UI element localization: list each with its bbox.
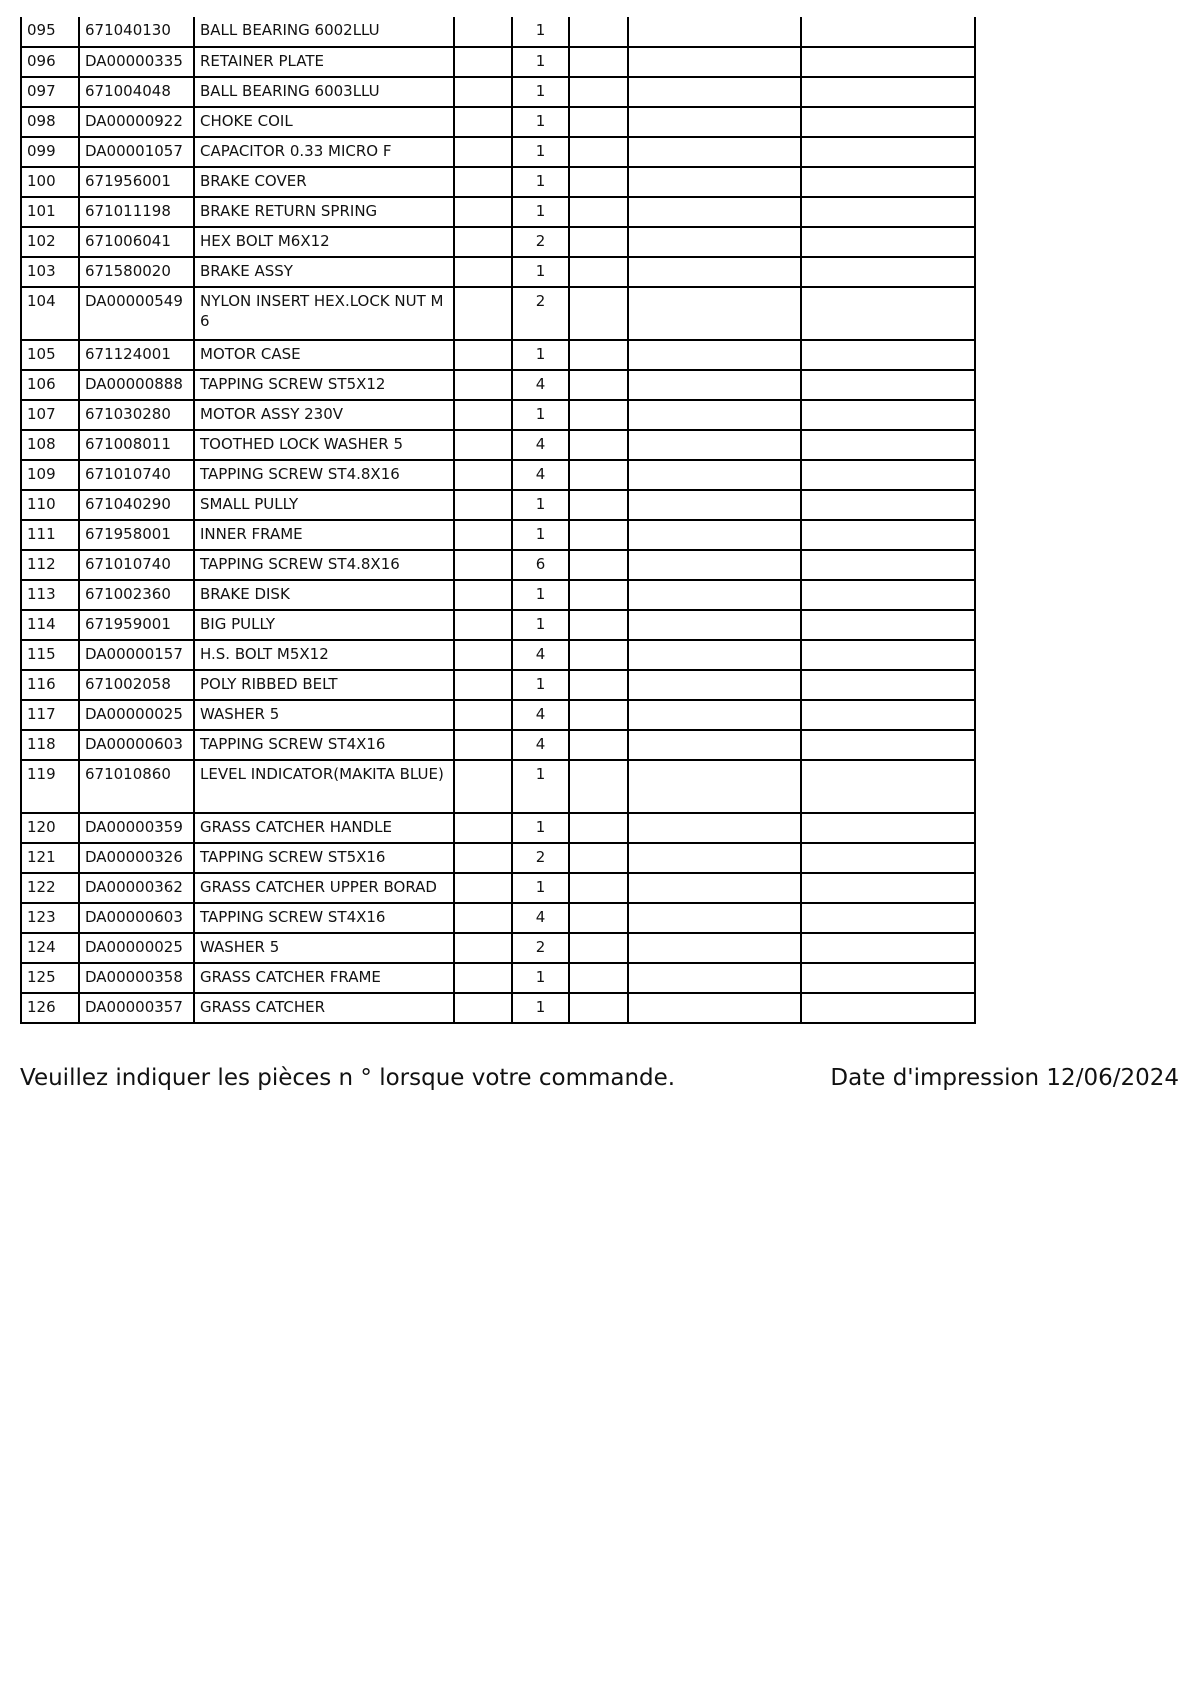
item-number-cell: 121 bbox=[21, 843, 79, 873]
empty-cell bbox=[628, 963, 801, 993]
empty-cell bbox=[569, 400, 628, 430]
empty-cell bbox=[628, 287, 801, 340]
table-row bbox=[21, 993, 975, 1023]
empty-cell bbox=[569, 700, 628, 730]
part-number-cell: DA00001057 bbox=[79, 137, 194, 167]
empty-cell bbox=[801, 400, 975, 430]
description-cell: LEVEL INDICATOR(MAKITA BLUE) bbox=[194, 760, 454, 813]
description-cell: HEX BOLT M6X12 bbox=[194, 227, 454, 257]
part-number-cell: DA00000549 bbox=[79, 287, 194, 340]
empty-cell bbox=[454, 730, 512, 760]
description-cell: GRASS CATCHER FRAME bbox=[194, 963, 454, 993]
empty-cell bbox=[801, 963, 975, 993]
table-row bbox=[21, 17, 975, 47]
description-cell: TAPPING SCREW ST4.8X16 bbox=[194, 550, 454, 580]
empty-cell bbox=[569, 107, 628, 137]
empty-cell bbox=[801, 520, 975, 550]
table-row bbox=[21, 730, 975, 760]
empty-cell bbox=[569, 670, 628, 700]
empty-cell bbox=[628, 227, 801, 257]
table-row bbox=[21, 287, 975, 340]
description-cell: BRAKE COVER bbox=[194, 167, 454, 197]
description-cell: GRASS CATCHER bbox=[194, 993, 454, 1023]
table-row bbox=[21, 137, 975, 167]
empty-cell bbox=[628, 197, 801, 227]
empty-cell bbox=[569, 843, 628, 873]
empty-cell bbox=[569, 490, 628, 520]
empty-cell bbox=[628, 47, 801, 77]
part-number-cell: 671008011 bbox=[79, 430, 194, 460]
quantity-cell: 1 bbox=[512, 47, 569, 77]
empty-cell bbox=[454, 760, 512, 813]
part-number-cell: 671004048 bbox=[79, 77, 194, 107]
empty-cell bbox=[569, 287, 628, 340]
item-number-cell: 125 bbox=[21, 963, 79, 993]
description-cell: GRASS CATCHER HANDLE bbox=[194, 813, 454, 843]
part-number-cell: 671011198 bbox=[79, 197, 194, 227]
part-number-cell: 671002360 bbox=[79, 580, 194, 610]
empty-cell bbox=[454, 77, 512, 107]
description-cell: BRAKE DISK bbox=[194, 580, 454, 610]
empty-cell bbox=[454, 107, 512, 137]
empty-cell bbox=[628, 610, 801, 640]
item-number-cell: 126 bbox=[21, 993, 79, 1023]
empty-cell bbox=[628, 77, 801, 107]
description-cell: RETAINER PLATE bbox=[194, 47, 454, 77]
empty-cell bbox=[801, 550, 975, 580]
empty-cell bbox=[801, 730, 975, 760]
empty-cell bbox=[454, 167, 512, 197]
part-number-cell: DA00000025 bbox=[79, 700, 194, 730]
item-number-cell: 112 bbox=[21, 550, 79, 580]
empty-cell bbox=[801, 47, 975, 77]
quantity-cell: 4 bbox=[512, 730, 569, 760]
empty-cell bbox=[569, 933, 628, 963]
empty-cell bbox=[454, 490, 512, 520]
description-cell: BIG PULLY bbox=[194, 610, 454, 640]
empty-cell bbox=[454, 340, 512, 370]
table-row bbox=[21, 700, 975, 730]
empty-cell bbox=[569, 17, 628, 47]
empty-cell bbox=[801, 873, 975, 903]
empty-cell bbox=[628, 257, 801, 287]
empty-cell bbox=[628, 813, 801, 843]
item-number-cell: 122 bbox=[21, 873, 79, 903]
item-number-cell: 108 bbox=[21, 430, 79, 460]
quantity-cell: 1 bbox=[512, 167, 569, 197]
empty-cell bbox=[454, 993, 512, 1023]
description-cell: BALL BEARING 6003LLU bbox=[194, 77, 454, 107]
quantity-cell: 6 bbox=[512, 550, 569, 580]
empty-cell bbox=[569, 430, 628, 460]
empty-cell bbox=[801, 227, 975, 257]
table-row bbox=[21, 670, 975, 700]
empty-cell bbox=[628, 550, 801, 580]
quantity-cell: 1 bbox=[512, 257, 569, 287]
empty-cell bbox=[569, 993, 628, 1023]
table-row bbox=[21, 903, 975, 933]
table-row bbox=[21, 400, 975, 430]
empty-cell bbox=[454, 400, 512, 430]
quantity-cell: 1 bbox=[512, 670, 569, 700]
item-number-cell: 096 bbox=[21, 47, 79, 77]
description-cell: TAPPING SCREW ST5X16 bbox=[194, 843, 454, 873]
quantity-cell: 4 bbox=[512, 903, 569, 933]
description-cell: WASHER 5 bbox=[194, 700, 454, 730]
description-cell: BRAKE ASSY bbox=[194, 257, 454, 287]
empty-cell bbox=[628, 430, 801, 460]
empty-cell bbox=[801, 137, 975, 167]
quantity-cell: 4 bbox=[512, 640, 569, 670]
empty-cell bbox=[569, 167, 628, 197]
description-cell: MOTOR CASE bbox=[194, 340, 454, 370]
empty-cell bbox=[628, 17, 801, 47]
empty-cell bbox=[454, 137, 512, 167]
table-row bbox=[21, 640, 975, 670]
empty-cell bbox=[628, 700, 801, 730]
quantity-cell: 1 bbox=[512, 490, 569, 520]
empty-cell bbox=[454, 700, 512, 730]
empty-cell bbox=[801, 580, 975, 610]
empty-cell bbox=[801, 843, 975, 873]
empty-cell bbox=[454, 370, 512, 400]
table-row bbox=[21, 460, 975, 490]
item-number-cell: 095 bbox=[21, 17, 79, 47]
description-cell: POLY RIBBED BELT bbox=[194, 670, 454, 700]
empty-cell bbox=[628, 520, 801, 550]
empty-cell bbox=[569, 760, 628, 813]
quantity-cell: 4 bbox=[512, 430, 569, 460]
parts-table bbox=[20, 17, 976, 1024]
empty-cell bbox=[628, 490, 801, 520]
empty-cell bbox=[628, 993, 801, 1023]
empty-cell bbox=[628, 370, 801, 400]
empty-cell bbox=[801, 17, 975, 47]
empty-cell bbox=[454, 430, 512, 460]
empty-cell bbox=[569, 873, 628, 903]
empty-cell bbox=[801, 77, 975, 107]
empty-cell bbox=[801, 197, 975, 227]
table-row bbox=[21, 550, 975, 580]
empty-cell bbox=[569, 47, 628, 77]
quantity-cell: 1 bbox=[512, 580, 569, 610]
description-cell: TAPPING SCREW ST4X16 bbox=[194, 730, 454, 760]
parts-table-body bbox=[21, 17, 975, 1023]
empty-cell bbox=[628, 730, 801, 760]
empty-cell bbox=[801, 670, 975, 700]
table-row bbox=[21, 257, 975, 287]
item-number-cell: 098 bbox=[21, 107, 79, 137]
description-cell: TAPPING SCREW ST4.8X16 bbox=[194, 460, 454, 490]
empty-cell bbox=[454, 580, 512, 610]
part-number-cell: DA00000603 bbox=[79, 903, 194, 933]
quantity-cell: 1 bbox=[512, 400, 569, 430]
item-number-cell: 102 bbox=[21, 227, 79, 257]
empty-cell bbox=[454, 460, 512, 490]
quantity-cell: 1 bbox=[512, 873, 569, 903]
table-row bbox=[21, 77, 975, 107]
item-number-cell: 123 bbox=[21, 903, 79, 933]
quantity-cell: 1 bbox=[512, 197, 569, 227]
empty-cell bbox=[801, 760, 975, 813]
table-row bbox=[21, 520, 975, 550]
quantity-cell: 1 bbox=[512, 77, 569, 107]
item-number-cell: 110 bbox=[21, 490, 79, 520]
table-row bbox=[21, 580, 975, 610]
part-number-cell: DA00000362 bbox=[79, 873, 194, 903]
part-number-cell: DA00000326 bbox=[79, 843, 194, 873]
quantity-cell: 1 bbox=[512, 137, 569, 167]
empty-cell bbox=[569, 460, 628, 490]
empty-cell bbox=[454, 17, 512, 47]
part-number-cell: 671006041 bbox=[79, 227, 194, 257]
empty-cell bbox=[569, 257, 628, 287]
description-cell: BALL BEARING 6002LLU bbox=[194, 17, 454, 47]
empty-cell bbox=[454, 640, 512, 670]
item-number-cell: 105 bbox=[21, 340, 79, 370]
empty-cell bbox=[628, 843, 801, 873]
empty-cell bbox=[628, 340, 801, 370]
empty-cell bbox=[569, 370, 628, 400]
description-cell: GRASS CATCHER UPPER BORAD bbox=[194, 873, 454, 903]
quantity-cell: 1 bbox=[512, 17, 569, 47]
empty-cell bbox=[801, 993, 975, 1023]
empty-cell bbox=[628, 903, 801, 933]
table-row bbox=[21, 197, 975, 227]
empty-cell bbox=[454, 610, 512, 640]
empty-cell bbox=[454, 843, 512, 873]
item-number-cell: 119 bbox=[21, 760, 79, 813]
empty-cell bbox=[454, 227, 512, 257]
empty-cell bbox=[801, 287, 975, 340]
empty-cell bbox=[569, 813, 628, 843]
item-number-cell: 101 bbox=[21, 197, 79, 227]
empty-cell bbox=[801, 257, 975, 287]
table-row bbox=[21, 227, 975, 257]
empty-cell bbox=[454, 903, 512, 933]
quantity-cell: 1 bbox=[512, 813, 569, 843]
empty-cell bbox=[454, 963, 512, 993]
part-number-cell: 671956001 bbox=[79, 167, 194, 197]
empty-cell bbox=[801, 370, 975, 400]
part-number-cell: 671040130 bbox=[79, 17, 194, 47]
empty-cell bbox=[628, 400, 801, 430]
part-number-cell: 671124001 bbox=[79, 340, 194, 370]
empty-cell bbox=[569, 520, 628, 550]
item-number-cell: 113 bbox=[21, 580, 79, 610]
description-cell: MOTOR ASSY 230V bbox=[194, 400, 454, 430]
empty-cell bbox=[801, 813, 975, 843]
empty-cell bbox=[569, 610, 628, 640]
item-number-cell: 097 bbox=[21, 77, 79, 107]
empty-cell bbox=[454, 873, 512, 903]
empty-cell bbox=[569, 580, 628, 610]
description-cell: CAPACITOR 0.33 MICRO F bbox=[194, 137, 454, 167]
part-number-cell: DA00000359 bbox=[79, 813, 194, 843]
part-number-cell: 671030280 bbox=[79, 400, 194, 430]
table-row bbox=[21, 760, 975, 813]
table-row bbox=[21, 167, 975, 197]
empty-cell bbox=[569, 640, 628, 670]
part-number-cell: 671010740 bbox=[79, 550, 194, 580]
empty-cell bbox=[569, 963, 628, 993]
part-number-cell: DA00000157 bbox=[79, 640, 194, 670]
empty-cell bbox=[454, 287, 512, 340]
empty-cell bbox=[801, 903, 975, 933]
description-cell: SMALL PULLY bbox=[194, 490, 454, 520]
print-date: Date d'impression 12/06/2024 bbox=[830, 1065, 1179, 1091]
empty-cell bbox=[801, 640, 975, 670]
description-cell: NYLON INSERT HEX.LOCK NUT M6 bbox=[194, 287, 454, 340]
empty-cell bbox=[801, 340, 975, 370]
table-row bbox=[21, 963, 975, 993]
empty-cell bbox=[569, 340, 628, 370]
part-number-cell: 671959001 bbox=[79, 610, 194, 640]
table-row bbox=[21, 933, 975, 963]
item-number-cell: 118 bbox=[21, 730, 79, 760]
part-number-cell: 671580020 bbox=[79, 257, 194, 287]
empty-cell bbox=[628, 670, 801, 700]
description-cell: BRAKE RETURN SPRING bbox=[194, 197, 454, 227]
table-row bbox=[21, 47, 975, 77]
quantity-cell: 2 bbox=[512, 227, 569, 257]
part-number-cell: 671958001 bbox=[79, 520, 194, 550]
empty-cell bbox=[801, 490, 975, 520]
empty-cell bbox=[454, 933, 512, 963]
part-number-cell: DA00000888 bbox=[79, 370, 194, 400]
part-number-cell: DA00000335 bbox=[79, 47, 194, 77]
empty-cell bbox=[801, 107, 975, 137]
empty-cell bbox=[801, 167, 975, 197]
empty-cell bbox=[628, 640, 801, 670]
part-number-cell: DA00000025 bbox=[79, 933, 194, 963]
item-number-cell: 111 bbox=[21, 520, 79, 550]
empty-cell bbox=[569, 197, 628, 227]
item-number-cell: 103 bbox=[21, 257, 79, 287]
description-cell: TOOTHED LOCK WASHER 5 bbox=[194, 430, 454, 460]
quantity-cell: 1 bbox=[512, 993, 569, 1023]
empty-cell bbox=[801, 933, 975, 963]
part-number-cell: DA00000358 bbox=[79, 963, 194, 993]
table-row bbox=[21, 610, 975, 640]
table-row bbox=[21, 490, 975, 520]
quantity-cell: 1 bbox=[512, 107, 569, 137]
item-number-cell: 117 bbox=[21, 700, 79, 730]
item-number-cell: 115 bbox=[21, 640, 79, 670]
quantity-cell: 4 bbox=[512, 370, 569, 400]
empty-cell bbox=[628, 873, 801, 903]
empty-cell bbox=[454, 670, 512, 700]
quantity-cell: 2 bbox=[512, 287, 569, 340]
item-number-cell: 114 bbox=[21, 610, 79, 640]
description-cell: TAPPING SCREW ST4X16 bbox=[194, 903, 454, 933]
quantity-cell: 1 bbox=[512, 963, 569, 993]
empty-cell bbox=[801, 430, 975, 460]
empty-cell bbox=[569, 903, 628, 933]
quantity-cell: 2 bbox=[512, 933, 569, 963]
item-number-cell: 100 bbox=[21, 167, 79, 197]
item-number-cell: 120 bbox=[21, 813, 79, 843]
empty-cell bbox=[628, 107, 801, 137]
empty-cell bbox=[569, 137, 628, 167]
description-cell: CHOKE COIL bbox=[194, 107, 454, 137]
empty-cell bbox=[454, 813, 512, 843]
description-cell: H.S. BOLT M5X12 bbox=[194, 640, 454, 670]
item-number-cell: 109 bbox=[21, 460, 79, 490]
table-row bbox=[21, 107, 975, 137]
quantity-cell: 1 bbox=[512, 610, 569, 640]
table-row bbox=[21, 873, 975, 903]
description-cell: INNER FRAME bbox=[194, 520, 454, 550]
empty-cell bbox=[801, 700, 975, 730]
item-number-cell: 104 bbox=[21, 287, 79, 340]
part-number-cell: DA00000603 bbox=[79, 730, 194, 760]
quantity-cell: 1 bbox=[512, 760, 569, 813]
item-number-cell: 107 bbox=[21, 400, 79, 430]
quantity-cell: 1 bbox=[512, 520, 569, 550]
part-number-cell: 671010860 bbox=[79, 760, 194, 813]
item-number-cell: 116 bbox=[21, 670, 79, 700]
quantity-cell: 4 bbox=[512, 700, 569, 730]
quantity-cell: 4 bbox=[512, 460, 569, 490]
empty-cell bbox=[569, 550, 628, 580]
quantity-cell: 2 bbox=[512, 843, 569, 873]
item-number-cell: 099 bbox=[21, 137, 79, 167]
table-row bbox=[21, 843, 975, 873]
table-row bbox=[21, 370, 975, 400]
description-cell: TAPPING SCREW ST5X12 bbox=[194, 370, 454, 400]
empty-cell bbox=[569, 77, 628, 107]
empty-cell bbox=[628, 580, 801, 610]
empty-cell bbox=[454, 257, 512, 287]
item-number-cell: 124 bbox=[21, 933, 79, 963]
part-number-cell: 671010740 bbox=[79, 460, 194, 490]
empty-cell bbox=[628, 460, 801, 490]
empty-cell bbox=[454, 197, 512, 227]
empty-cell bbox=[628, 933, 801, 963]
table-row bbox=[21, 340, 975, 370]
table-row bbox=[21, 813, 975, 843]
empty-cell bbox=[454, 550, 512, 580]
part-number-cell: 671040290 bbox=[79, 490, 194, 520]
order-note: Veuillez indiquer les pièces n ° lorsque votre commande. bbox=[20, 1065, 676, 1091]
empty-cell bbox=[454, 520, 512, 550]
empty-cell bbox=[569, 730, 628, 760]
quantity-cell: 1 bbox=[512, 340, 569, 370]
empty-cell bbox=[801, 610, 975, 640]
empty-cell bbox=[628, 167, 801, 197]
empty-cell bbox=[454, 47, 512, 77]
empty-cell bbox=[569, 227, 628, 257]
description-cell: WASHER 5 bbox=[194, 933, 454, 963]
item-number-cell: 106 bbox=[21, 370, 79, 400]
empty-cell bbox=[628, 760, 801, 813]
part-number-cell: DA00000922 bbox=[79, 107, 194, 137]
empty-cell bbox=[628, 137, 801, 167]
table-row bbox=[21, 430, 975, 460]
part-number-cell: DA00000357 bbox=[79, 993, 194, 1023]
empty-cell bbox=[801, 460, 975, 490]
part-number-cell: 671002058 bbox=[79, 670, 194, 700]
